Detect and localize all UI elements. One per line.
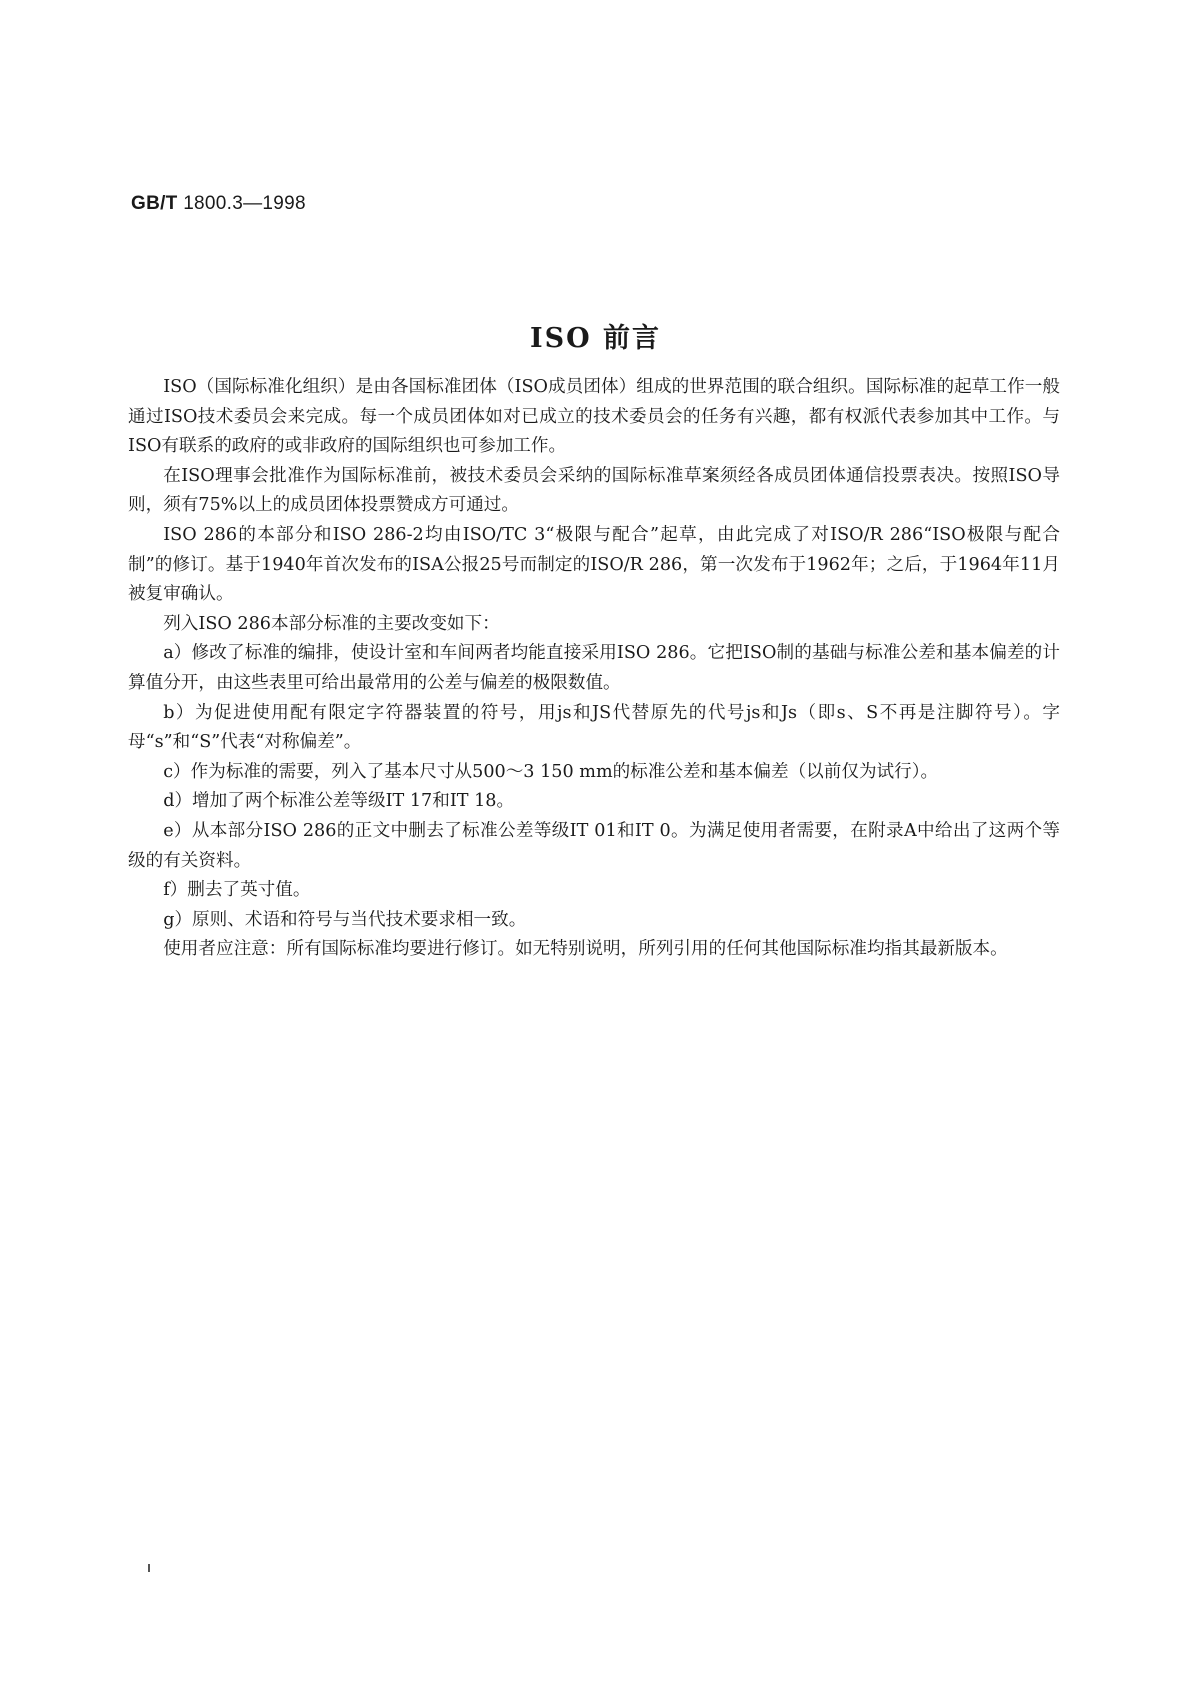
scan-mark [148, 1564, 150, 1572]
paragraph-user-note: 使用者应注意：所有国际标准均要进行修订。如无特别说明，所列引用的任何其他国际标准均指其最新版本。 [163, 939, 1008, 960]
paragraph-iso-intro: ISO（国际标准化组织）是由各国标准团体（ISO成员团体）组成的世界范围的联合组织。国际标准的起草工作一般通过ISO技术委员会来完成。每一个成员团体如对已成立的技术委员会的任务有兴趣，都有权派代表参加其中工作。与ISO有联系的政府的或非政府的国际组织也可参加工作。 [128, 377, 1060, 457]
paragraph-voting: 在ISO理事会批准作为国际标准前，被技术委员会采纳的国际标准草案须经各成员团体通信投票表决。按照ISO导则，须有75%以上的成员团体投票赞成方可通过。 [128, 465, 1060, 516]
change-item-f: f）删去了英寸值。 [163, 880, 311, 901]
change-item-a: a）修改了标准的编排，使设计室和车间两者均能直接采用ISO 286。它把ISO制的基础与标准公差和基本偏差的计算值分开，由这些表里可给出最常用的公差与偏差的极限数值。 [128, 643, 1060, 693]
foreword-body [128, 373, 1060, 965]
change-item-b: b）为促进使用配有限定字符器装置的符号，用js和JS代替原先的代号js和Js（即s、S不再是注脚符号）。字母“s”和“S”代表“对称偏差”。 [128, 702, 1060, 753]
change-item-c: c）作为标准的需要，列入了基本尺寸从500～3 150 mm的标准公差和基本偏差（以前仅为试行）。 [163, 761, 939, 782]
change-item-d: d）增加了两个标准公差等级IT 17和IT 18。 [163, 791, 515, 812]
page-title: ISO 前言 [529, 323, 662, 354]
standard-number [131, 193, 306, 215]
paragraph-changes-intro: 列入ISO 286本部分标准的主要改变如下： [163, 613, 500, 634]
change-item-g: g）原则、术语和符号与当代技术要求相一致。 [163, 909, 527, 930]
paragraph-history: ISO 286的本部分和ISO 286-2均由ISO/TC 3“极限与配合”起草，由此完成了对ISO/R 286“ISO极限与配合制”的修订。基于1940年首次发布的ISA公报25号而制定的ISO/R 286，第一次发布于1962年；之后，于1964年11月被复审确认。 [128, 524, 1060, 605]
standard-prefix: GB/T [131, 193, 178, 214]
standard-code: 1800.3—1998 [183, 193, 306, 214]
change-item-e: e）从本部分ISO 286的正文中删去了标准公差等级IT 01和IT 0。为满足使用者需要，在附录A中给出了这两个等级的有关资料。 [128, 820, 1060, 871]
